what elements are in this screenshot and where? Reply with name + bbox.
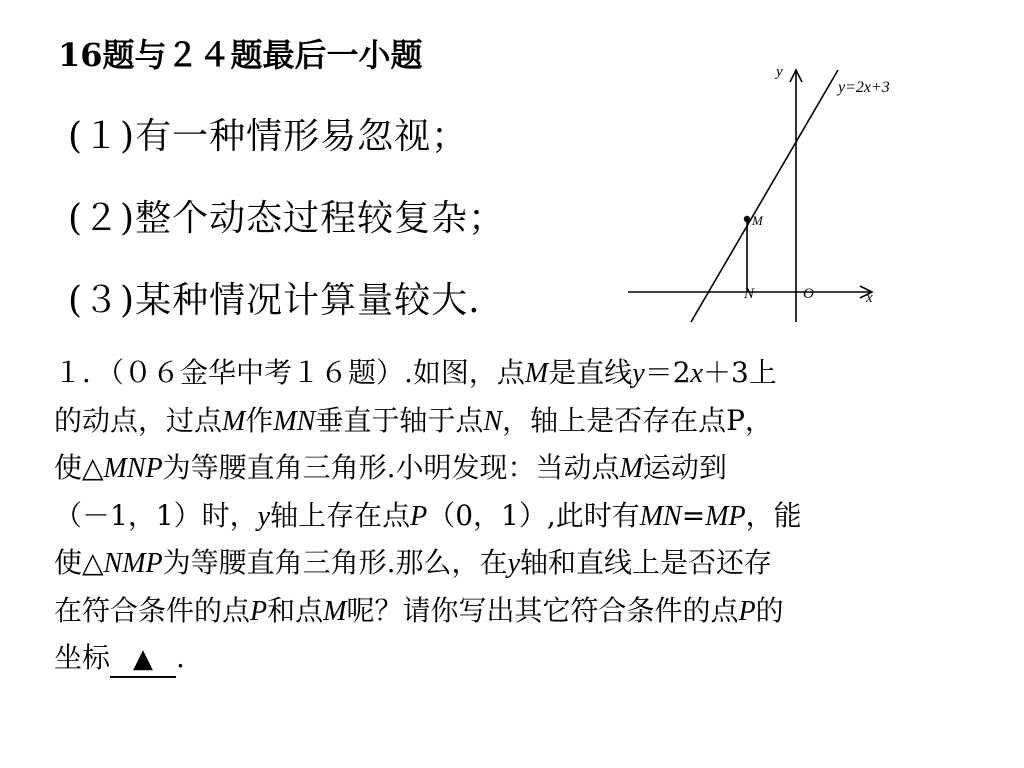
text-run: （－1，1）时，: [54, 498, 258, 532]
x-axis-label: x: [866, 290, 873, 306]
text-run: 呢？请你写出其它符合条件的点: [346, 593, 739, 627]
text-run: 和点: [267, 593, 324, 627]
math-symbol: M: [222, 405, 246, 437]
text-run: 的: [755, 593, 784, 627]
text-run: ＋3上: [702, 356, 777, 389]
origin-label: O: [803, 286, 814, 302]
text-run: 使△: [54, 451, 104, 484]
text-run: 使△: [54, 546, 104, 579]
math-symbol: M: [619, 453, 643, 484]
y-axis-label: y: [776, 64, 783, 80]
point-1: (１)有一种情形易忽视；: [68, 116, 469, 157]
text-run: 的动点，过点: [54, 403, 223, 437]
problem-text: [54, 350, 954, 682]
math-symbol: N: [483, 405, 503, 437]
function-line: [691, 70, 838, 322]
text-run: =: [681, 498, 706, 532]
text-run: 垂直于轴于点: [315, 403, 484, 437]
point-3: (３)某种情况计算量较大.: [68, 280, 481, 321]
math-symbol: M: [524, 358, 549, 389]
math-symbol: y: [507, 548, 520, 579]
math-symbol: NMP: [103, 548, 163, 579]
m-label: M: [752, 213, 763, 228]
math-symbol: x: [690, 358, 703, 389]
line-end-period: .: [176, 641, 185, 674]
problem-line-2: [54, 398, 954, 446]
math-symbol: MNP: [103, 453, 163, 484]
math-symbol: y: [257, 500, 271, 532]
text-run: （0，1）,此时有: [427, 498, 640, 532]
text-run: 在符合条件的点: [54, 593, 251, 627]
text-run: 运动到: [642, 451, 727, 484]
point-2: (２)整个动态过程较复杂；: [68, 198, 506, 239]
point-m: [744, 216, 750, 222]
text-run: 为等腰直角三角形.那么，在: [162, 546, 508, 579]
coordinate-graph: [620, 58, 960, 326]
n-label: N: [744, 286, 755, 302]
math-symbol: P: [738, 595, 756, 627]
text-run: ＝2: [644, 356, 691, 389]
text-run: ，轴上是否存在点P，: [502, 403, 773, 437]
problem-line-1: [54, 350, 954, 398]
problem-line-5: [54, 540, 954, 588]
slide-title: 16题与２４题最后一小题: [58, 36, 423, 74]
text-run: 轴和直线上是否还存: [520, 546, 773, 579]
problem-line-7: [54, 635, 954, 682]
problem-line-3: [54, 445, 954, 493]
text-run: １．（０６金华中考１６题）.如图，点: [54, 356, 525, 389]
text-run: ，能: [745, 498, 802, 532]
math-symbol: MN: [273, 405, 316, 437]
math-symbol: MP: [705, 500, 746, 532]
answer-blank: ▲: [110, 642, 176, 678]
math-symbol: P: [410, 500, 428, 532]
text-run: 作: [245, 403, 274, 437]
math-symbol: MN: [639, 500, 682, 532]
problem-line-4: [54, 493, 954, 541]
text-run: 为等腰直角三角形.小明发现：当动点: [162, 451, 620, 484]
coordinate-prefix: 坐标: [54, 641, 111, 674]
text-run: 轴上存在点: [270, 498, 411, 532]
math-symbol: M: [323, 595, 347, 627]
math-symbol: y: [632, 358, 645, 389]
text-run: 是直线: [548, 356, 633, 389]
line-label: y=2x+3: [838, 79, 890, 96]
math-symbol: P: [250, 595, 268, 627]
problem-line-6: [54, 588, 954, 636]
